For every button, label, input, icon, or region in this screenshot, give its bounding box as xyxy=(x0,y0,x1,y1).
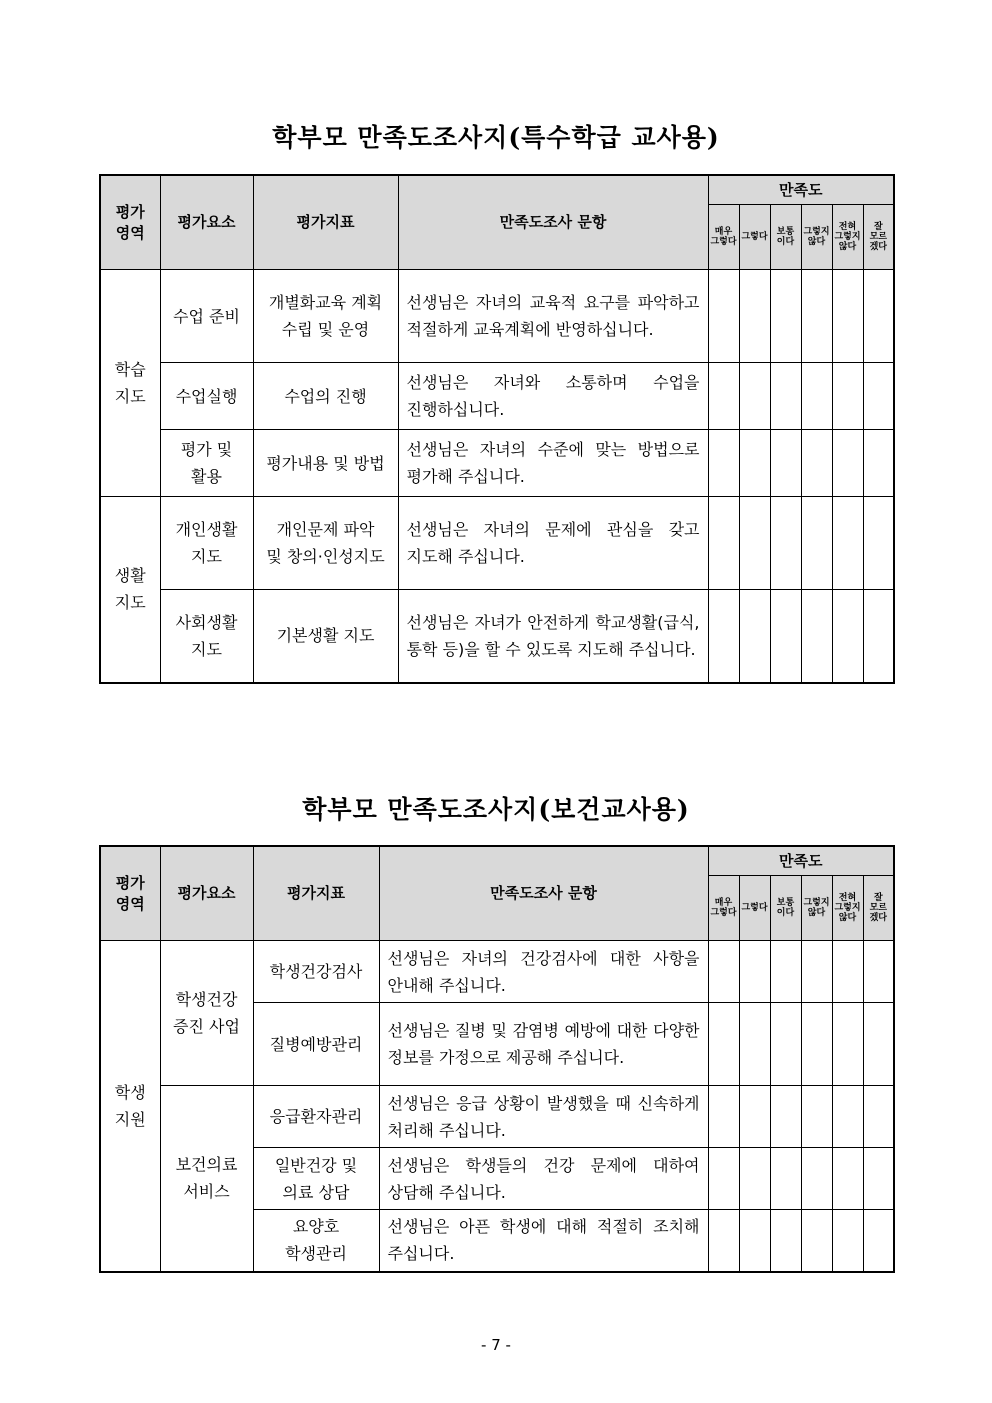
header-question: 만족도조사 문항 xyxy=(398,175,708,270)
check-cell[interactable] xyxy=(708,363,739,430)
question-cell: 선생님은 아픈 학생에 대해 적절히 조치해 주십니다. xyxy=(379,1210,708,1272)
check-cell[interactable] xyxy=(739,430,770,497)
header-indicator: 평가지표 xyxy=(253,175,398,270)
check-cell[interactable] xyxy=(801,363,832,430)
check-cell[interactable] xyxy=(863,430,894,497)
element-cell: 보건의료 서비스 xyxy=(160,1086,253,1272)
check-cell[interactable] xyxy=(863,1148,894,1210)
check-cell[interactable] xyxy=(801,1148,832,1210)
page-number: - 7 - xyxy=(481,1336,511,1354)
check-cell[interactable] xyxy=(832,1148,863,1210)
indicator-cell: 요양호 학생관리 xyxy=(253,1210,379,1272)
header-indicator: 평가지표 xyxy=(253,846,379,941)
check-cell[interactable] xyxy=(739,497,770,590)
check-cell[interactable] xyxy=(863,1003,894,1086)
check-cell[interactable] xyxy=(739,363,770,430)
check-cell[interactable] xyxy=(832,941,863,1003)
table-row xyxy=(100,430,894,497)
scale-disagree: 그렇지 않다 xyxy=(801,876,832,941)
table-row xyxy=(100,363,894,430)
check-cell[interactable] xyxy=(863,270,894,363)
survey2-title: 학부모 만족도조사지(보건교사용) xyxy=(302,795,690,824)
indicator-cell: 응급환자관리 xyxy=(253,1086,379,1148)
check-cell[interactable] xyxy=(832,430,863,497)
header-area: 평가 영역 xyxy=(100,175,160,270)
indicator-cell: 개인문제 파악 및 창의·인성지도 xyxy=(253,497,398,590)
check-cell[interactable] xyxy=(801,1086,832,1148)
question-cell: 선생님은 자녀가 안전하게 학교생활(급식, 통학 등)을 할 수 있도록 지도해 주십니다. xyxy=(398,590,708,683)
scale-very-agree: 매우 그렇다 xyxy=(708,876,739,941)
check-cell[interactable] xyxy=(708,1003,739,1086)
check-cell[interactable] xyxy=(832,1086,863,1148)
indicator-cell: 평가내용 및 방법 xyxy=(253,430,398,497)
check-cell[interactable] xyxy=(739,590,770,683)
question-cell: 선생님은 학생들의 건강 문제에 대하여 상담해 주십니다. xyxy=(379,1148,708,1210)
element-cell: 개인생활 지도 xyxy=(160,497,253,590)
table-row xyxy=(100,270,894,363)
check-cell[interactable] xyxy=(708,497,739,590)
check-cell[interactable] xyxy=(739,1086,770,1148)
check-cell[interactable] xyxy=(708,941,739,1003)
question-cell: 선생님은 응급 상황이 발생했을 때 신속하게 처리해 주십니다. xyxy=(379,1086,708,1148)
table-row xyxy=(100,1086,894,1148)
check-cell[interactable] xyxy=(863,1086,894,1148)
check-cell[interactable] xyxy=(801,590,832,683)
check-cell[interactable] xyxy=(863,363,894,430)
check-cell[interactable] xyxy=(770,363,801,430)
header-element: 평가요소 xyxy=(160,175,253,270)
question-cell: 선생님은 자녀의 건강검사에 대한 사항을 안내해 주십니다. xyxy=(379,941,708,1003)
check-cell[interactable] xyxy=(801,1003,832,1086)
check-cell[interactable] xyxy=(770,1210,801,1272)
check-cell[interactable] xyxy=(801,497,832,590)
scale-strongly-disagree: 전혀 그렇지 않다 xyxy=(832,205,863,270)
element-cell: 평가 및 활용 xyxy=(160,430,253,497)
header-element: 평가요소 xyxy=(160,846,253,941)
check-cell[interactable] xyxy=(708,1086,739,1148)
check-cell[interactable] xyxy=(708,590,739,683)
survey1-title: 학부모 만족도조사지(특수학급 교사용) xyxy=(272,123,720,152)
indicator-cell: 일반건강 및 의료 상담 xyxy=(253,1148,379,1210)
check-cell[interactable] xyxy=(863,1210,894,1272)
survey2-table xyxy=(99,845,895,1273)
indicator-cell: 수업의 진행 xyxy=(253,363,398,430)
indicator-cell: 학생건강검사 xyxy=(253,941,379,1003)
scale-very-agree: 매우 그렇다 xyxy=(708,205,739,270)
check-cell[interactable] xyxy=(770,430,801,497)
check-cell[interactable] xyxy=(863,497,894,590)
indicator-cell: 개별화교육 계획 수립 및 운영 xyxy=(253,270,398,363)
check-cell[interactable] xyxy=(801,941,832,1003)
check-cell[interactable] xyxy=(739,270,770,363)
check-cell[interactable] xyxy=(801,1210,832,1272)
check-cell[interactable] xyxy=(832,590,863,683)
scale-dont-know: 잘 모르 겠다 xyxy=(863,876,894,941)
check-cell[interactable] xyxy=(832,270,863,363)
table-row xyxy=(100,941,894,1003)
element-cell: 학생건강 증진 사업 xyxy=(160,941,253,1086)
scale-strongly-disagree: 전혀 그렇지 않다 xyxy=(832,876,863,941)
check-cell[interactable] xyxy=(739,1003,770,1086)
scale-agree: 그렇다 xyxy=(739,876,770,941)
scale-neutral: 보통 이다 xyxy=(770,876,801,941)
table-row xyxy=(100,590,894,683)
check-cell[interactable] xyxy=(770,270,801,363)
scale-agree: 그렇다 xyxy=(739,205,770,270)
check-cell[interactable] xyxy=(708,1148,739,1210)
header-question: 만족도조사 문항 xyxy=(379,846,708,941)
check-cell[interactable] xyxy=(832,363,863,430)
check-cell[interactable] xyxy=(832,497,863,590)
question-cell: 선생님은 자녀의 수준에 맞는 방법으로 평가해 주십니다. xyxy=(398,430,708,497)
check-cell[interactable] xyxy=(770,941,801,1003)
element-cell: 수업 준비 xyxy=(160,270,253,363)
check-cell[interactable] xyxy=(832,1003,863,1086)
check-cell[interactable] xyxy=(770,590,801,683)
question-cell: 선생님은 질병 및 감염병 예방에 대한 다양한 정보를 가정으로 제공해 주십니다. xyxy=(379,1003,708,1086)
header-satisfaction: 만족도 xyxy=(708,175,894,205)
area-cell: 학습 지도 xyxy=(100,270,160,497)
check-cell[interactable] xyxy=(739,1210,770,1272)
scale-neutral: 보통 이다 xyxy=(770,205,801,270)
check-cell[interactable] xyxy=(739,1148,770,1210)
check-cell[interactable] xyxy=(770,1003,801,1086)
survey1-table xyxy=(99,174,895,684)
check-cell[interactable] xyxy=(801,270,832,363)
header-satisfaction: 만족도 xyxy=(708,846,894,876)
area-cell: 학생 지원 xyxy=(100,941,160,1272)
check-cell[interactable] xyxy=(832,1210,863,1272)
check-cell[interactable] xyxy=(708,270,739,363)
question-cell: 선생님은 자녀의 교육적 요구를 파악하고 적절하게 교육계획에 반영하십니다. xyxy=(398,270,708,363)
scale-disagree: 그렇지 않다 xyxy=(801,205,832,270)
element-cell: 사회생활 지도 xyxy=(160,590,253,683)
header-area: 평가 영역 xyxy=(100,846,160,941)
indicator-cell: 질병예방관리 xyxy=(253,1003,379,1086)
question-cell: 선생님은 자녀와 소통하며 수업을 진행하십니다. xyxy=(398,363,708,430)
check-cell[interactable] xyxy=(801,430,832,497)
check-cell[interactable] xyxy=(770,1086,801,1148)
check-cell[interactable] xyxy=(863,590,894,683)
check-cell[interactable] xyxy=(863,941,894,1003)
indicator-cell: 기본생활 지도 xyxy=(253,590,398,683)
element-cell: 수업실행 xyxy=(160,363,253,430)
table-row xyxy=(100,497,894,590)
area-cell: 생활 지도 xyxy=(100,497,160,683)
check-cell[interactable] xyxy=(708,1210,739,1272)
check-cell[interactable] xyxy=(770,497,801,590)
scale-dont-know: 잘 모르 겠다 xyxy=(863,205,894,270)
check-cell[interactable] xyxy=(708,430,739,497)
check-cell[interactable] xyxy=(770,1148,801,1210)
question-cell: 선생님은 자녀의 문제에 관심을 갖고 지도해 주십니다. xyxy=(398,497,708,590)
check-cell[interactable] xyxy=(739,941,770,1003)
